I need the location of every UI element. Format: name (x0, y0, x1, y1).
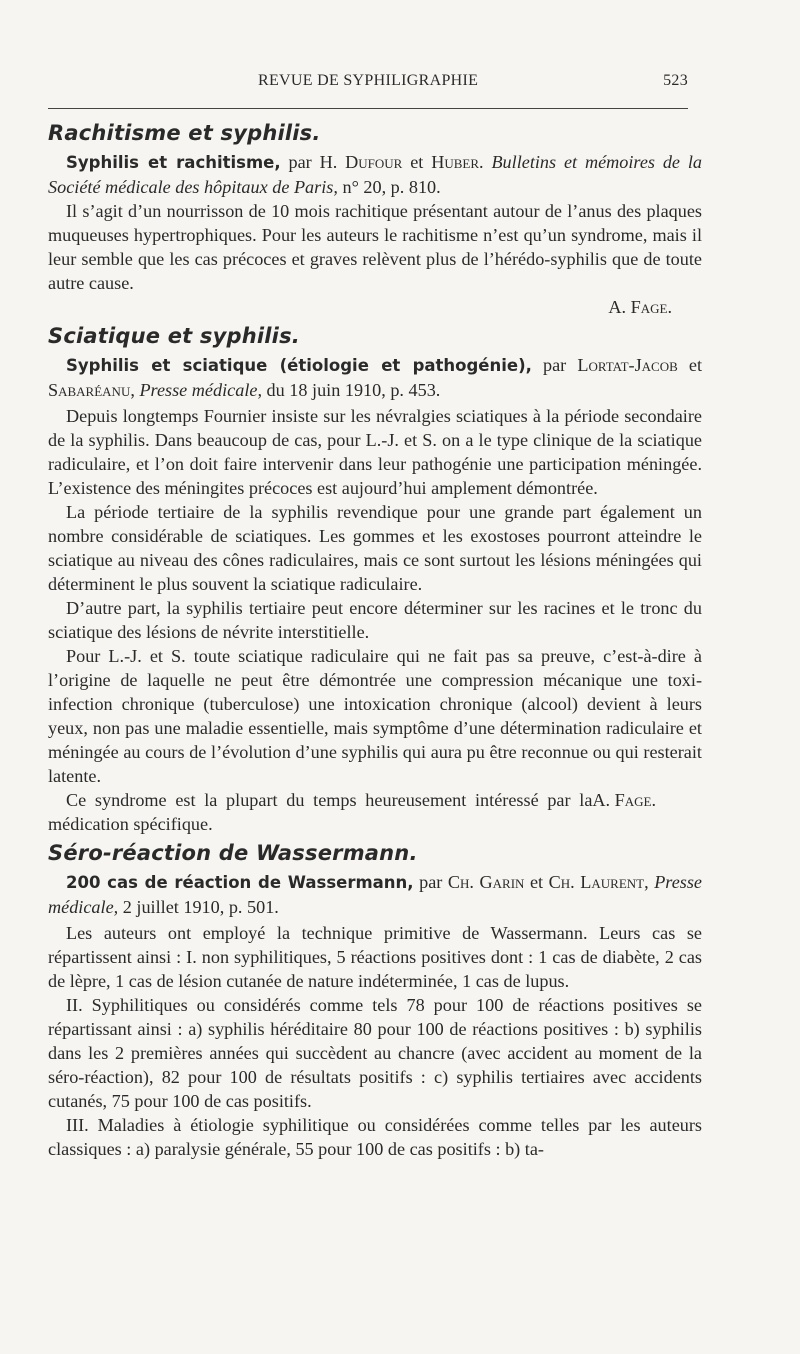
ref-et: et (529, 872, 544, 892)
article-title: Syphilis et sciatique (étiologie et pathogénie), (66, 356, 532, 375)
reference-sciatique (48, 353, 702, 402)
ref-journal: Bulletins et mémoires de la Société médicale des hôpitaux de Paris, (48, 152, 703, 197)
paragraph: D’autre part, la syphilis tertiaire peut encore déterminer sur les racines et le tronc du sciatique des lésions de névrite interstitielle. (48, 598, 702, 642)
page-number: 523 (663, 72, 688, 89)
ref-journal: Presse médicale, (48, 872, 703, 917)
paragraph-text: Ce syndrome est la plupart du temps heureusement intéressé par la médication spécifique. (48, 790, 593, 834)
signature: A. Fage. (608, 297, 672, 317)
ref-details: 2 juillet 1910, p. 501. (122, 897, 279, 917)
article-title: Syphilis et rachitisme, (66, 153, 281, 172)
paragraph: II. Syphilitiques ou considérés comme tels 78 pour 100 de réactions positives se répartissant ainsi : a) syphilis héréditaire 80 pour 100 de réactions positives : b) syphilis dans les 2 premières années qui succèdent au chancre (avec accident au moment de la séro-réaction), 82 pour 100 de résultats positifs : c) syphilis tertiaires avec accidents cutanés, 75 pour 100 de cas positifs. (48, 995, 702, 1111)
article-title: 200 cas de réaction de Wassermann, (66, 873, 414, 892)
section-heading-sciatique: Sciatique et syphilis. (48, 324, 300, 348)
reference-wassermann (48, 870, 702, 919)
paragraph: Il s’agit d’un nourrisson de 10 mois rachitique présentant autour de l’anus des plaques muqueuses hypertrophiques. Pour les auteurs le rachitisme n’est qu’un syndrome, mais il leur semble que les cas précoces et graves relèvent plus de l’hérédo-syphilis que de toute autre cause. (48, 201, 702, 293)
ref-details: du 18 juin 1910, p. 453. (266, 380, 441, 400)
section-heading-wassermann: Séro-réaction de Wassermann. (48, 841, 418, 865)
running-title: REVUE DE SYPHILIGRAPHIE (258, 72, 479, 89)
paragraph: Pour L.-J. et S. toute sciatique radiculaire qui ne fait pas sa preuve, c’est-à-dire à l’origine de laquelle ne peut être démontrée une compression mécanique une toxi-infection chronique (tuberculose) une intoxication chronique (alcool) devient à leurs yeux, non pas une maladie essentielle, mais symptôme d’une détermination radiculaire et méningée au cours de l’évolution d’une syphilis qui aura pu être reconnue ou qui resterait latente. (48, 646, 702, 786)
ref-author: H. Dufour (319, 152, 403, 172)
running-head (48, 72, 688, 94)
header-rule (48, 108, 688, 109)
ref-details: n° 20, p. 810. (342, 177, 441, 197)
ref-par: par (543, 355, 567, 375)
ref-par: par (288, 152, 312, 172)
ref-author: Ch. Laurent, (548, 872, 649, 892)
ref-et: et (410, 152, 424, 172)
ref-author: Lortat-Jacob (577, 355, 678, 375)
signature: A. Fage. (592, 790, 656, 810)
article-body (48, 116, 702, 1161)
ref-journal: Presse médicale, (139, 380, 262, 400)
ref-et: et (688, 355, 703, 375)
paragraph: III. Maladies à étiologie syphilitique ou considérées comme telles par les auteurs classiques : a) paralysie générale, 55 pour 100 de cas positifs : b) ta- (48, 1115, 702, 1159)
paragraph: La période tertiaire de la syphilis revendique pour une grande part également un nombre considérable de sciatiques. Les gommes et les exostoses pourront atteindre le sciatique au niveau des cônes radiculaires, mais ce sont surtout les lésions méningées qui déterminent le plus souvent la sciatique radiculaire. (48, 502, 702, 594)
section-heading-rachitisme: Rachitisme et syphilis. (48, 121, 321, 145)
paragraph-with-signature (48, 788, 702, 836)
ref-author: Sabaréanu, (48, 380, 135, 400)
reference-rachitisme (48, 150, 702, 199)
paragraph: Les auteurs ont employé la technique primitive de Wassermann. Leurs cas se répartissent ainsi : I. non syphilitiques, 5 réactions positives dont : 1 cas de diabète, 2 cas de lèpre, 1 cas de lésion cutanée de nature indéterminée, 1 cas de lupus. (48, 923, 702, 991)
ref-par: par (419, 872, 443, 892)
ref-author: Ch. Garin (447, 872, 525, 892)
paragraph: Depuis longtemps Fournier insiste sur les névralgies sciatiques à la période secondaire de la syphilis. Dans beaucoup de cas, pour L.-J. et S. on a le type clinique de la sciatique radiculaire, et l’on doit faire intervenir dans leur pathogénie une participation méningée. L’existence des méningites précoces est aujourd’hui amplement démontrée. (48, 406, 702, 498)
ref-author: Huber. (431, 152, 484, 172)
